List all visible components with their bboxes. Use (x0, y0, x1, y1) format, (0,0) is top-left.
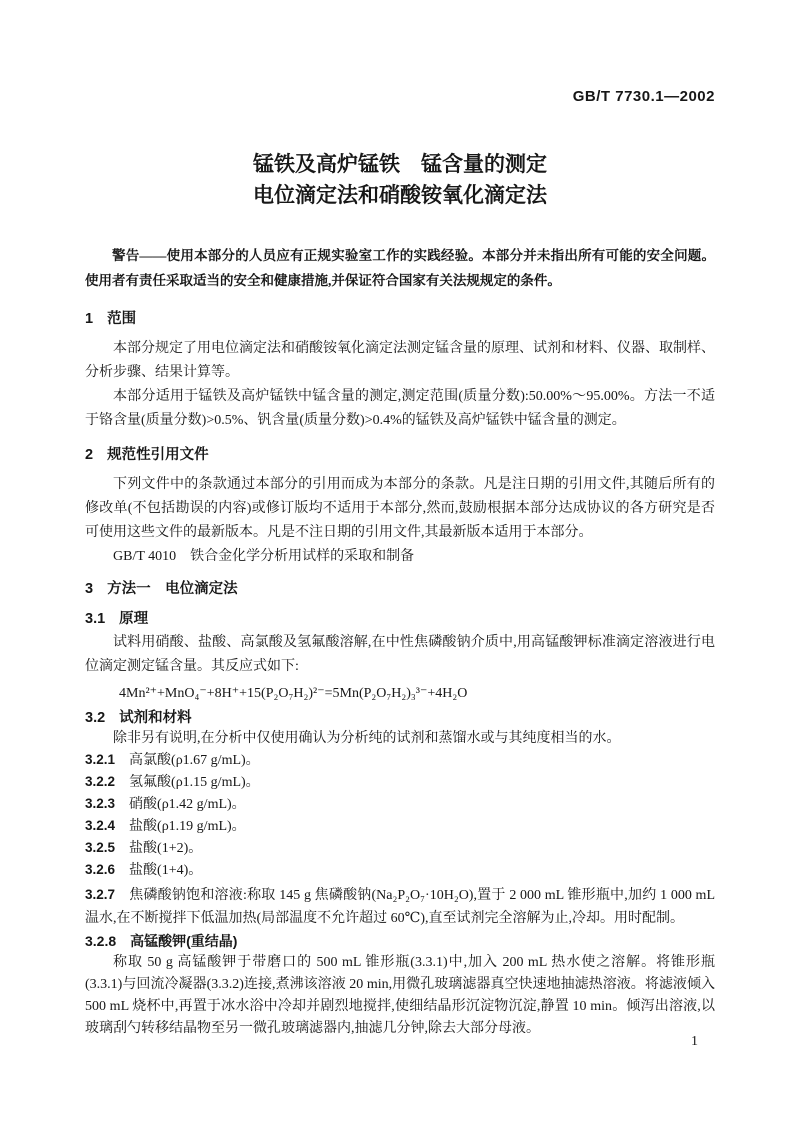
section-2-heading (85, 447, 715, 463)
reagent-item-text: 盐酸(1+2)。 (129, 841, 203, 856)
title-line-1: 锰铁及高炉锰铁 锰含量的测定 (253, 153, 547, 176)
reagent-item-number: 3.2.2 (85, 774, 116, 789)
clause-3-2-8-heading (85, 933, 715, 949)
reagent-item (85, 771, 715, 793)
reaction-equation: 4Mn²⁺+MnO₄⁻+8H⁺+15(P₂O₇H₂)²⁻=5Mn(P₂O₇H₂)₃³⁻+4H₂O (119, 686, 468, 701)
clause-3-1-title: 原理 (119, 611, 149, 627)
section-2-title: 规范性引用文件 (107, 447, 209, 463)
reagent-item-text: 高氯酸(ρ1.67 g/mL)。 (129, 753, 260, 768)
reagent-item (85, 859, 715, 881)
principle-paragraph: 试料用硝酸、盐酸、高氯酸及氢氟酸溶解,在中性焦磷酸钠介质中,用高锰酸钾标准滴定溶液进行电位滴定测定锰含量。其反应式如下: (85, 635, 715, 674)
clause-3-2-8-paragraph: 称取 50 g 高锰酸钾于带磨口的 500 mL 锥形瓶(3.3.1)中,加入 200 mL 热水使之溶解。将锥形瓶(3.3.1)与回流冷凝器(3.3.2)连接,煮沸该溶液 20 min,用微孔玻璃滤器真空快速地抽滤热溶液。将滤液倾入 500 mL 烧杯中,再置于冰水浴中冷却并剧烈地搅拌,使细结晶形沉淀物沉淀,静置 10 min。倾泻出溶液,以玻璃刮勺转移结晶物至另一微孔玻璃滤器内,抽滤几分钟,除去大部分母液。 (85, 955, 715, 1036)
clause-3-2-7-paragraph (85, 883, 715, 930)
reagent-item-number: 3.2.5 (85, 840, 116, 855)
reagent-item-text: 氢氟酸(ρ1.15 g/mL)。 (129, 775, 260, 790)
reagent-item-text: 硝酸(ρ1.42 g/mL)。 (129, 797, 246, 812)
reagent-item (85, 837, 715, 859)
page-number: 1 (691, 1034, 698, 1049)
scope-paragraph-2: 本部分适用于锰铁及高炉锰铁中锰含量的测定,测定范围(质量分数):50.00%～95.00%。方法一不适于铬含量(质量分数)>0.5%、钒含量(质量分数)>0.4%的锰铁及高炉锰铁中锰含量的测定。 (85, 389, 715, 428)
section-1-number: 1 (85, 311, 94, 327)
reagents-intro-paragraph: 除非另有说明,在分析中仅使用确认为分析纯的试剂和蒸馏水或与其纯度相当的水。 (113, 731, 621, 746)
reagent-item (85, 749, 715, 771)
warning-paragraph: 警告——使用本部分的人员应有正规实验室工作的实践经验。本部分并未指出所有可能的安全问题。使用者有责任采取适当的安全和健康措施,并保证符合国家有关法规规定的条件。 (85, 248, 715, 288)
section-3-title: 方法一 电位滴定法 (107, 581, 238, 597)
clause-3-1-heading (85, 611, 715, 627)
section-3-number: 3 (85, 581, 94, 597)
clause-3-2-7-text: 焦磷酸钠饱和溶液:称取 145 g 焦磷酸钠(Na₂P₂O₇·10H₂O),置于 2 000 mL 锥形瓶中,加约 1 000 mL温水,在不断搅拌下低温加热(局部温度不允许超过 60℃),直至试剂完全溶解为止,冷却。用时配制。 (85, 888, 715, 926)
standard-number: GB/T 7730.1—2002 (572, 88, 715, 105)
section-2-number: 2 (85, 447, 94, 463)
clause-3-2-title: 试剂和材料 (119, 710, 192, 726)
reagent-item-number: 3.2.3 (85, 796, 116, 811)
normative-references-paragraph: 下列文件中的条款通过本部分的引用而成为本部分的条款。凡是注日期的引用文件,其随后所有的修改单(不包括勘误的内容)或修订版均不适用于本部分,然而,鼓励根据本部分达成协议的各方研究是否可使用这些文件的最新版本。凡是不注日期的引用文件,其最新版本适用于本部分。 (85, 477, 715, 540)
clause-3-2-8-number: 3.2.8 (85, 933, 117, 949)
clause-3-2-7-number: 3.2.7 (85, 887, 116, 902)
reagent-item (85, 815, 715, 837)
reagent-item (85, 793, 715, 815)
section-1-title: 范围 (107, 311, 137, 327)
reagent-item-number: 3.2.6 (85, 862, 116, 877)
reagent-item-number: 3.2.4 (85, 818, 116, 833)
reference-entry: GB/T 4010 铁合金化学分析用试样的采取和制备 (113, 549, 415, 564)
reagent-item-text: 盐酸(ρ1.19 g/mL)。 (129, 819, 246, 834)
section-3-heading (85, 581, 715, 597)
clause-3-2-8-title: 高锰酸钾(重结晶) (130, 933, 238, 949)
clause-3-2-heading (85, 710, 715, 726)
section-1-heading (85, 311, 715, 327)
reagent-item-number: 3.2.1 (85, 752, 116, 767)
scope-paragraph-1: 本部分规定了用电位滴定法和硝酸铵氧化滴定法测定锰含量的原理、试剂和材料、仪器、取制样、分析步骤、结果计算等。 (85, 341, 715, 380)
title-line-2: 电位滴定法和硝酸铵氧化滴定法 (253, 184, 547, 207)
reagent-item-text: 盐酸(1+4)。 (129, 863, 203, 878)
document-title (85, 149, 715, 211)
clause-3-1-number: 3.1 (85, 611, 106, 627)
clause-3-2-number: 3.2 (85, 710, 106, 726)
page-content (85, 0, 715, 1040)
